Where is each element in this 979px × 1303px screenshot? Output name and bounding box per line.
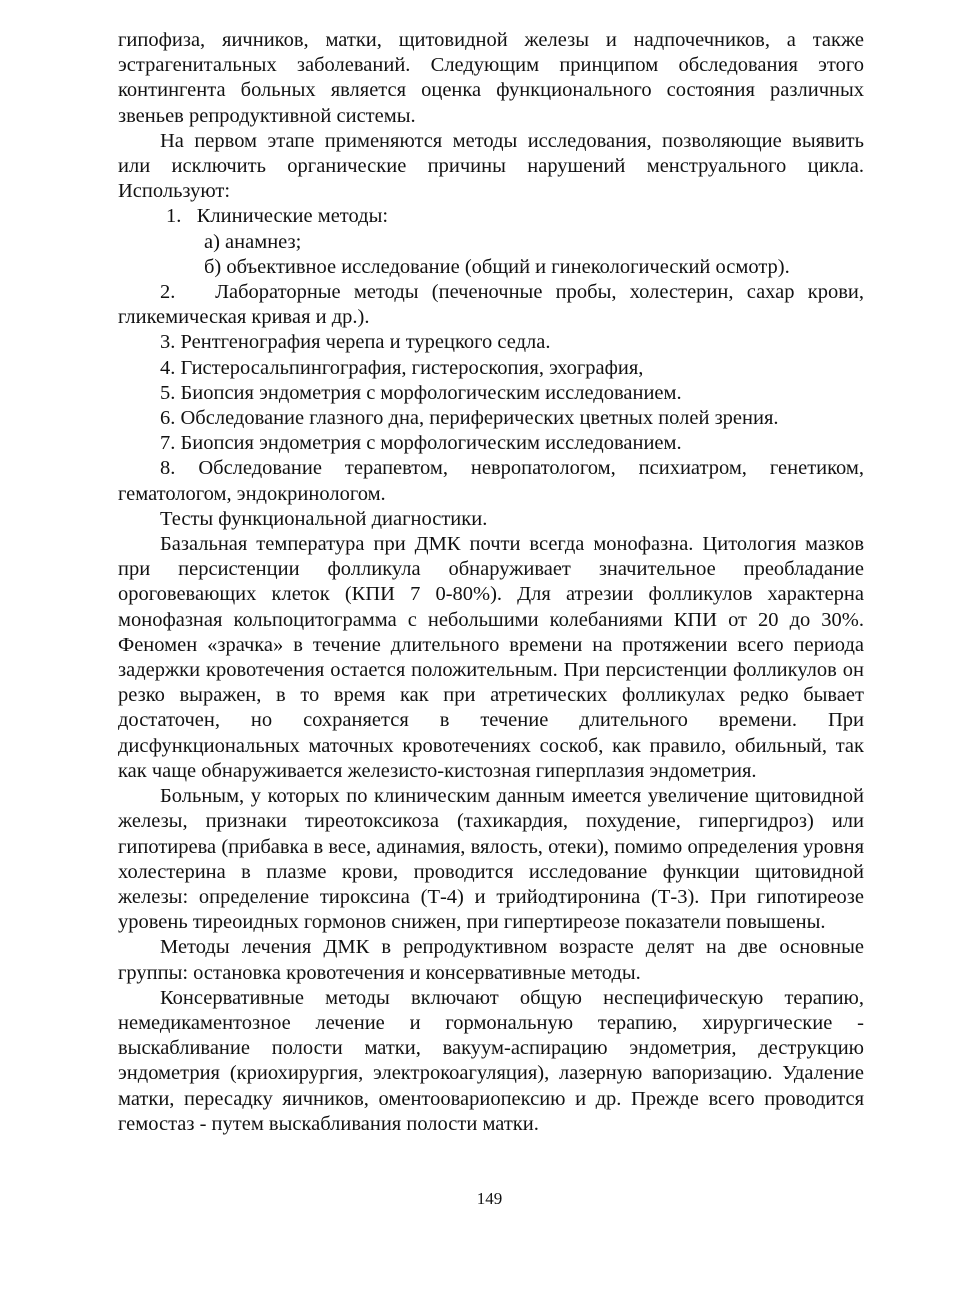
list-item-1: 1. Клинические методы: [166, 205, 389, 228]
page-body [118, 28, 864, 1137]
list-item-1b: б) объективное исследование (общий и гинекологический осмотр). [204, 255, 790, 278]
list-item-4: 4. Гистеросальпингография, гистероскопия, эхография, [160, 356, 644, 379]
list-item-7: 7. Биопсия эндометрия с морфологическим исследованием. [160, 432, 682, 455]
list-item-3: 3. Рентгенография черепа и турецкого седла. [160, 331, 551, 354]
list-item-6: 6. Обследование глазного дна, периферических цветных полей зрения. [160, 407, 779, 430]
paragraph-thyroid: Больным, у которых по клиническим данным имеется увеличение щитовидной железы, признаки тиреотоксикоза (тахикардия, похудение, гипергидроз) или гипотирева (прибавка в весе, адинамия, вялость, отеки), помимо определения уровня холестерина в плазме крови, проводится исследование функции щитовидной железы: определение тироксина (Т-4) и трийодтиронина (Т-3). При гипотиреозе уровень тиреоидных гормонов снижен, при гипертиреозе показатели повышены. [118, 785, 864, 934]
paragraph-basal-temperature: Базальная температура при ДМК почти всегда монофазна. Цитология мазков при персистенции фолликула обнаруживает значительное преобладание ороговевающих клеток (КПИ 7 0-80%). Для атрезии фолликулов характерна монофазная кольпоцитограмма с небольшими колебаниями КПИ от 20 до 30%. Феномен «зрачка» в течение длительного времени на протяжении всего периода задержки кровотечения остается положительным. При персистенции фолликулов он резко выражен, в то время как при атретических фолликулах редко бывает достаточен, но сохраняется в течение длительного времени. При дисфункциональных маточных кровотечениях соскоб, как правило, обильный, так как чаще обнаруживается железисто-кистозная гиперплазия эндометрия. [118, 533, 864, 782]
paragraph-intro: гипофиза, яичников, матки, щитовидной железы и надпочечников, а также эстрагенитальных заболеваний. Следующим принципом обследования этого контингента больных является оценка функционального состояния различных звеньев репродуктивной системы. [118, 29, 864, 127]
paragraph-conservative-methods: Консервативные методы включают общую неспецифическую терапию, немедикаментозное лечение и гормональную терапию, хирургические - выскабливание полости матки, вакуум-аспирацию эндометрия, деструкцию эндометрия (криохирургия, электрокоагуляция), лазерную вапоризацию. Удаление матки, пересадку яичников, оментоовариопексию и др. Прежде всего проводится гемостаз - путем выскабливания полости матки. [118, 986, 864, 1135]
list-item-2: 2. Лабораторные методы (печеночные пробы, холестерин, сахар крови, гликемическая кривая и др.). [118, 281, 864, 329]
list-item-1a: а) анамнез; [204, 230, 302, 253]
list-item-8: 8. Обследование терапевтом, невропатологом, психиатром, генетиком, гематологом, эндокринологом. [118, 457, 864, 505]
page-number: 149 [476, 1189, 503, 1208]
paragraph-tests-heading: Тесты функциональной диагностики. [160, 507, 488, 530]
list-item-5: 5. Биопсия эндометрия с морфологическим исследованием. [160, 381, 682, 404]
paragraph-treatment-methods: Методы лечения ДМК в репродуктивном возрасте делят на две основные группы: остановка кровотечения и консервативные методы. [118, 936, 864, 984]
paragraph-first-stage: На первом этапе применяются методы исследования, позволяющие выявить или исключить органические причины нарушений менструального цикла. Используют: [118, 129, 864, 203]
